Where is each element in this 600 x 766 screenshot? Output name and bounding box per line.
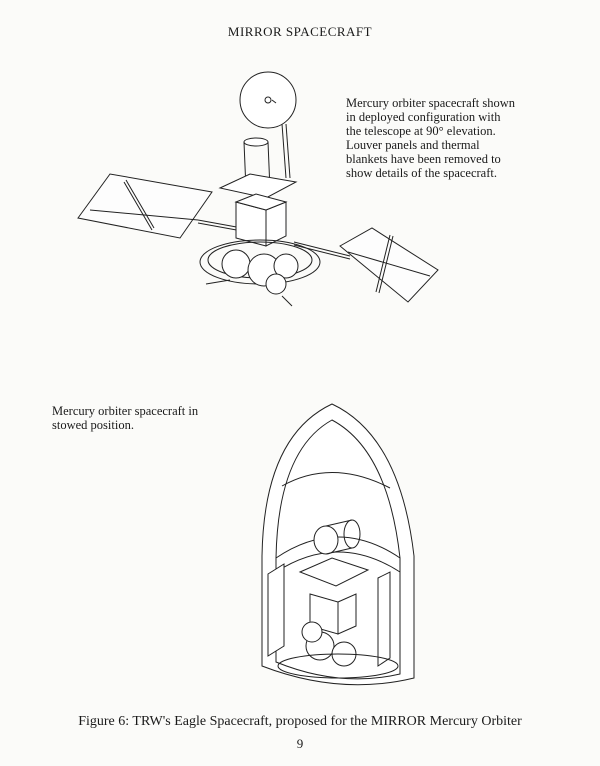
caption-line: in deployed configuration with [346,110,501,124]
caption-line: Mercury orbiter spacecraft in [52,404,199,418]
dish-antenna [240,72,296,128]
caption-line: show details of the spacecraft. [346,166,497,180]
caption-line: Louver panels and thermal [346,138,480,152]
deployed-caption [346,96,526,180]
stowed-panel-left [268,564,284,656]
caption-line: blankets have been removed to [346,152,501,166]
stowed-caption [52,404,232,432]
tank-4 [266,274,286,294]
page-number: 9 [296,736,304,751]
stowed-tank-3 [302,622,322,642]
page-header-title: MIRROR SPACECRAFT [227,24,373,39]
telescope-aperture [244,138,268,146]
caption-line: stowed position. [52,418,134,432]
stowed-panel-right [378,572,390,666]
caption-line: the telescope at 90° elevation. [346,124,496,138]
figure-caption: Figure 6: TRW's Eagle Spacecraft, proposed for the MIRROR Mercury Orbiter [78,714,522,729]
left-solar-panel [78,174,212,238]
fairing-outer [262,404,414,685]
stowed-spacecraft-drawing [240,396,440,702]
caption-line: Mercury orbiter spacecraft shown [346,96,516,110]
stowed-telescope [314,526,338,554]
tank-1 [222,250,250,278]
antenna-mast [282,124,286,178]
